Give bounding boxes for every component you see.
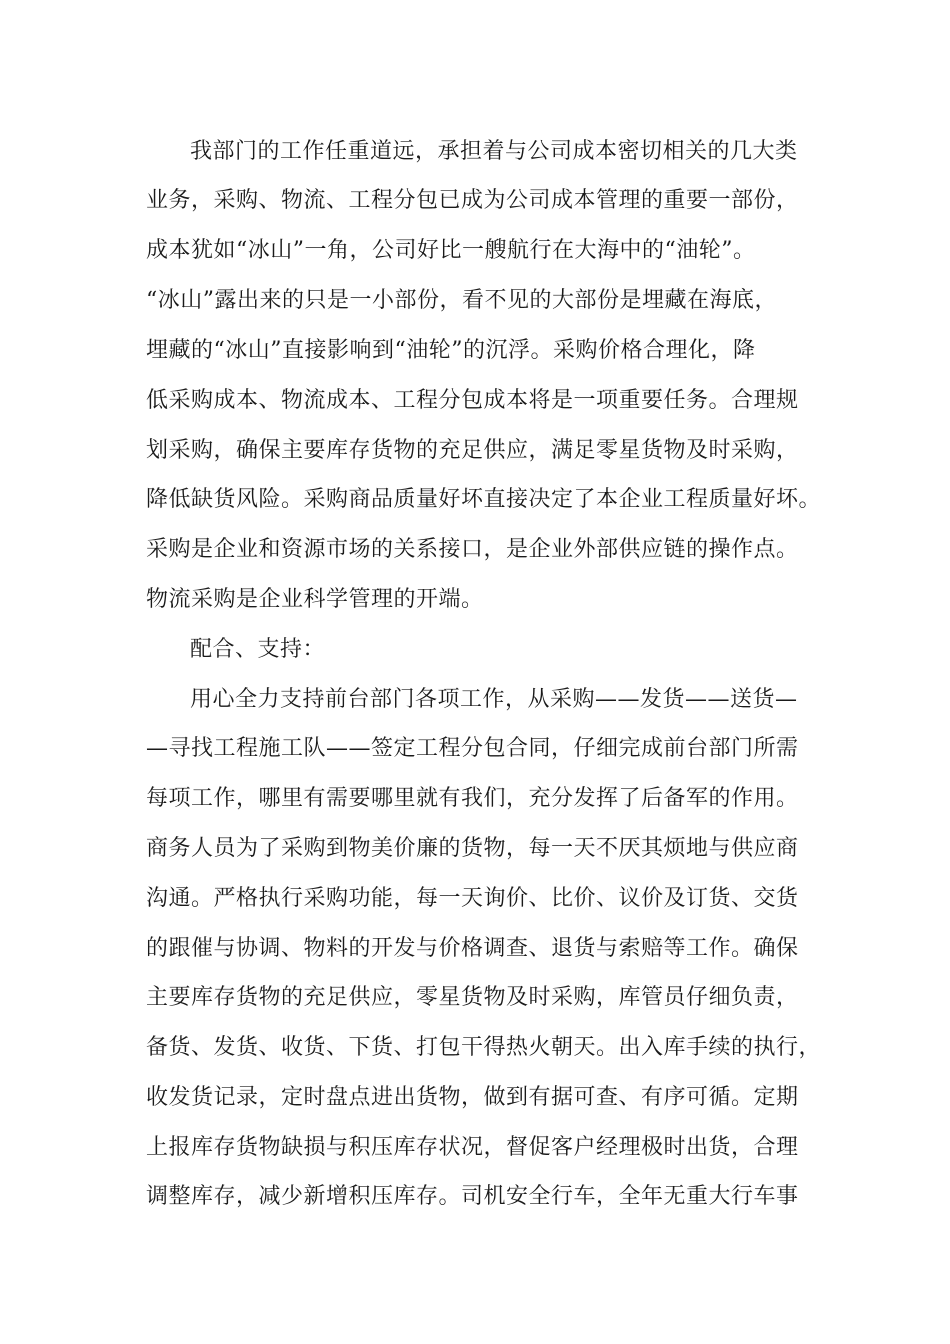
section-heading: 配合、支持：: [190, 637, 326, 662]
paragraph-line: 我部门的工作任重道远，承担着与公司成本密切相关的几大类: [190, 139, 798, 164]
paragraph-line: 采购是企业和资源市场的关系接口，是企业外部供应链的操作点。: [146, 537, 799, 562]
paragraph-line: 划采购，确保主要库存货物的充足供应，满足零星货物及时采购，: [146, 438, 799, 463]
paragraph-line: 的跟催与协调、物料的开发与价格调查、退货与索赔等工作。确保: [146, 936, 799, 961]
paragraph-line: 主要库存货物的充足供应，零星货物及时采购，库管员仔细负责，: [146, 985, 799, 1010]
paragraph-line: 业务，采购、物流、工程分包已成为公司成本管理的重要一部份，: [146, 188, 799, 213]
paragraph-line: 成本犹如“冰山”一角，公司好比一艘航行在大海中的“油轮”。: [146, 238, 756, 263]
paragraph-line: 每项工作，哪里有需要哪里就有我们，充分发挥了后备军的作用。: [146, 786, 799, 811]
paragraph-line: —寻找工程施工队——签定工程分包合同，仔细完成前台部门所需: [146, 736, 799, 761]
paragraph-line: 低采购成本、物流成本、工程分包成本将是一项重要任务。合理规: [146, 388, 799, 413]
paragraph-line: 商务人员为了采购到物美价廉的货物，每一天不厌其烦地与供应商: [146, 836, 799, 861]
paragraph-line: 降低缺货风险。采购商品质量好坏直接决定了本企业工程质量好坏。: [146, 487, 822, 512]
paragraph-line: 收发货记录，定时盘点进出货物，做到有据可查、有序可循。定期: [146, 1085, 799, 1110]
paragraph-line: “冰山”露出来的只是一小部份，看不见的大部份是埋藏在海底，: [146, 288, 777, 313]
paragraph-line: 用心全力支持前台部门各项工作，从采购——发货——送货—: [190, 687, 798, 712]
paragraph-line: 物流采购是企业科学管理的开端。: [146, 587, 484, 612]
paragraph-line: 埋藏的“冰山”直接影响到“油轮”的沉浮。采购价格合理化，降: [146, 338, 756, 363]
paragraph-line: 备货、发货、收货、下货、打包干得热火朝天。出入库手续的执行，: [146, 1035, 822, 1060]
paragraph-line: 调整库存，减少新增积压库存。司机安全行车，全年无重大行车事: [146, 1184, 799, 1209]
paragraph-line: 沟通。严格执行采购功能，每一天询价、比价、议价及订货、交货: [146, 886, 799, 911]
paragraph-line: 上报库存货物缺损与积压库存状况，督促客户经理极时出货，合理: [146, 1135, 799, 1160]
